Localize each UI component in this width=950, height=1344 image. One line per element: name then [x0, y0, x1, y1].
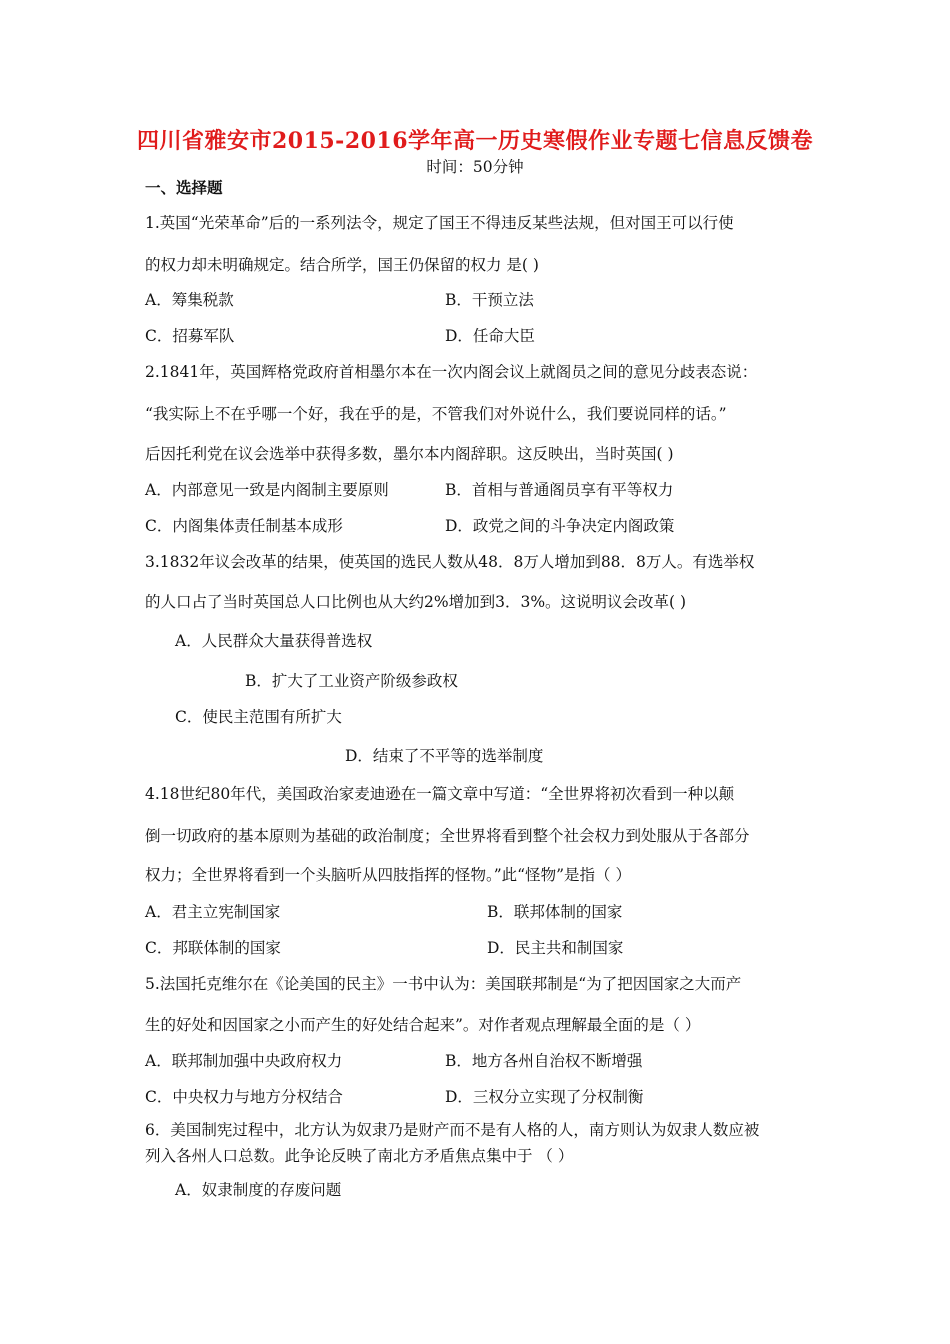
q3-option-c: C．使民主范围有所扩大 — [175, 708, 342, 726]
q5-option-a: A．联邦制加强中央政府权力 — [145, 1052, 343, 1070]
q4-line-3: 权力；全世界将看到一个头脑听从四肢指挥的怪物。”此“怪物”是指（ ） — [145, 866, 631, 884]
q1-option-b: B．干预立法 — [445, 291, 534, 309]
q1-option-d: D．任命大臣 — [445, 327, 535, 345]
q5-option-b: B．地方各州自治权不断增强 — [445, 1052, 643, 1070]
q4-line-2: 倒一切政府的基本原则为基础的政治制度；全世界将看到整个社会权力到处服从于各部分 — [145, 827, 750, 845]
q3-option-b: B．扩大了工业资产阶级参政权 — [245, 672, 458, 690]
q6-line-2: 列入各州人口总数。此争论反映了南北方矛盾焦点集中于 （ ） — [145, 1147, 574, 1165]
q1-option-c: C．招募军队 — [145, 327, 235, 345]
q2-option-c: C．内阁集体责任制基本成形 — [145, 517, 343, 535]
q5-option-c: C．中央权力与地方分权结合 — [145, 1088, 343, 1106]
section-heading: 一、选择题 — [145, 178, 223, 197]
q1-line-1: 1.英国“光荣革命”后的一系列法令，规定了国王不得违反某些法规，但对国王可以行使 — [145, 214, 734, 232]
q1-line-2: 的权力却未明确规定。结合所学，国王仍保留的权力 是( ) — [145, 256, 539, 274]
q2-line-2: “我实际上不在乎哪一个好，我在乎的是，不管我们对外说什么，我们要说同样的话。” — [145, 405, 727, 423]
time-limit: 时间：50分钟 — [426, 158, 524, 176]
q2-line-3: 后因托利党在议会选举中获得多数，墨尔本内阁辞职。这反映出，当时英国( ) — [145, 445, 674, 463]
q2-option-a: A．内部意见一致是内阁制主要原则 — [145, 481, 389, 499]
q2-option-b: B．首相与普通阁员享有平等权力 — [445, 481, 674, 499]
q3-line-2: 的人口占了当时英国总人口比例也从大约2%增加到3．3%。这说明议会改革( ) — [145, 593, 687, 611]
q5-line-1: 5.法国托克维尔在《论美国的民主》一书中认为：美国联邦制是“为了把因国家之大而产 — [145, 975, 742, 993]
q4-option-d: D．民主共和制国家 — [487, 939, 624, 957]
q5-line-2: 生的好处和因国家之小而产生的好处结合起来”。对作者观点理解最全面的是（ ） — [145, 1016, 701, 1034]
q4-line-1: 4.18世纪80年代，美国政治家麦迪逊在一篇文章中写道：“全世界将初次看到一种以颠 — [145, 785, 735, 803]
q3-option-a: A．人民群众大量获得普选权 — [175, 632, 373, 650]
q4-option-a: A．君主立宪制国家 — [145, 903, 281, 921]
q4-option-c: C．邦联体制的国家 — [145, 939, 281, 957]
q3-option-d: D．结束了不平等的选举制度 — [345, 747, 544, 765]
q6-option-a: A．奴隶制度的存废问题 — [175, 1181, 342, 1199]
q6-line-1: 6．美国制宪过程中，北方认为奴隶乃是财产而不是有人格的人，南方则认为奴隶人数应被 — [145, 1121, 760, 1139]
q2-line-1: 2.1841年，英国辉格党政府首相墨尔本在一次内阁会议上就阁员之间的意见分歧表态说： — [145, 363, 758, 381]
q1-option-a: A．筹集税款 — [145, 291, 234, 309]
q4-option-b: B．联邦体制的国家 — [487, 903, 623, 921]
q2-option-d: D．政党之间的斗争决定内阁政策 — [445, 517, 675, 535]
q3-line-1: 3.1832年议会改革的结果，使英国的选民人数从48．8万人增加到88．8万人。有选举权 — [145, 553, 755, 571]
document-title: 四川省雅安市2015-2016学年高一历史寒假作业专题七信息反馈卷 — [136, 128, 814, 154]
q5-option-d: D．三权分立实现了分权制衡 — [445, 1088, 644, 1106]
